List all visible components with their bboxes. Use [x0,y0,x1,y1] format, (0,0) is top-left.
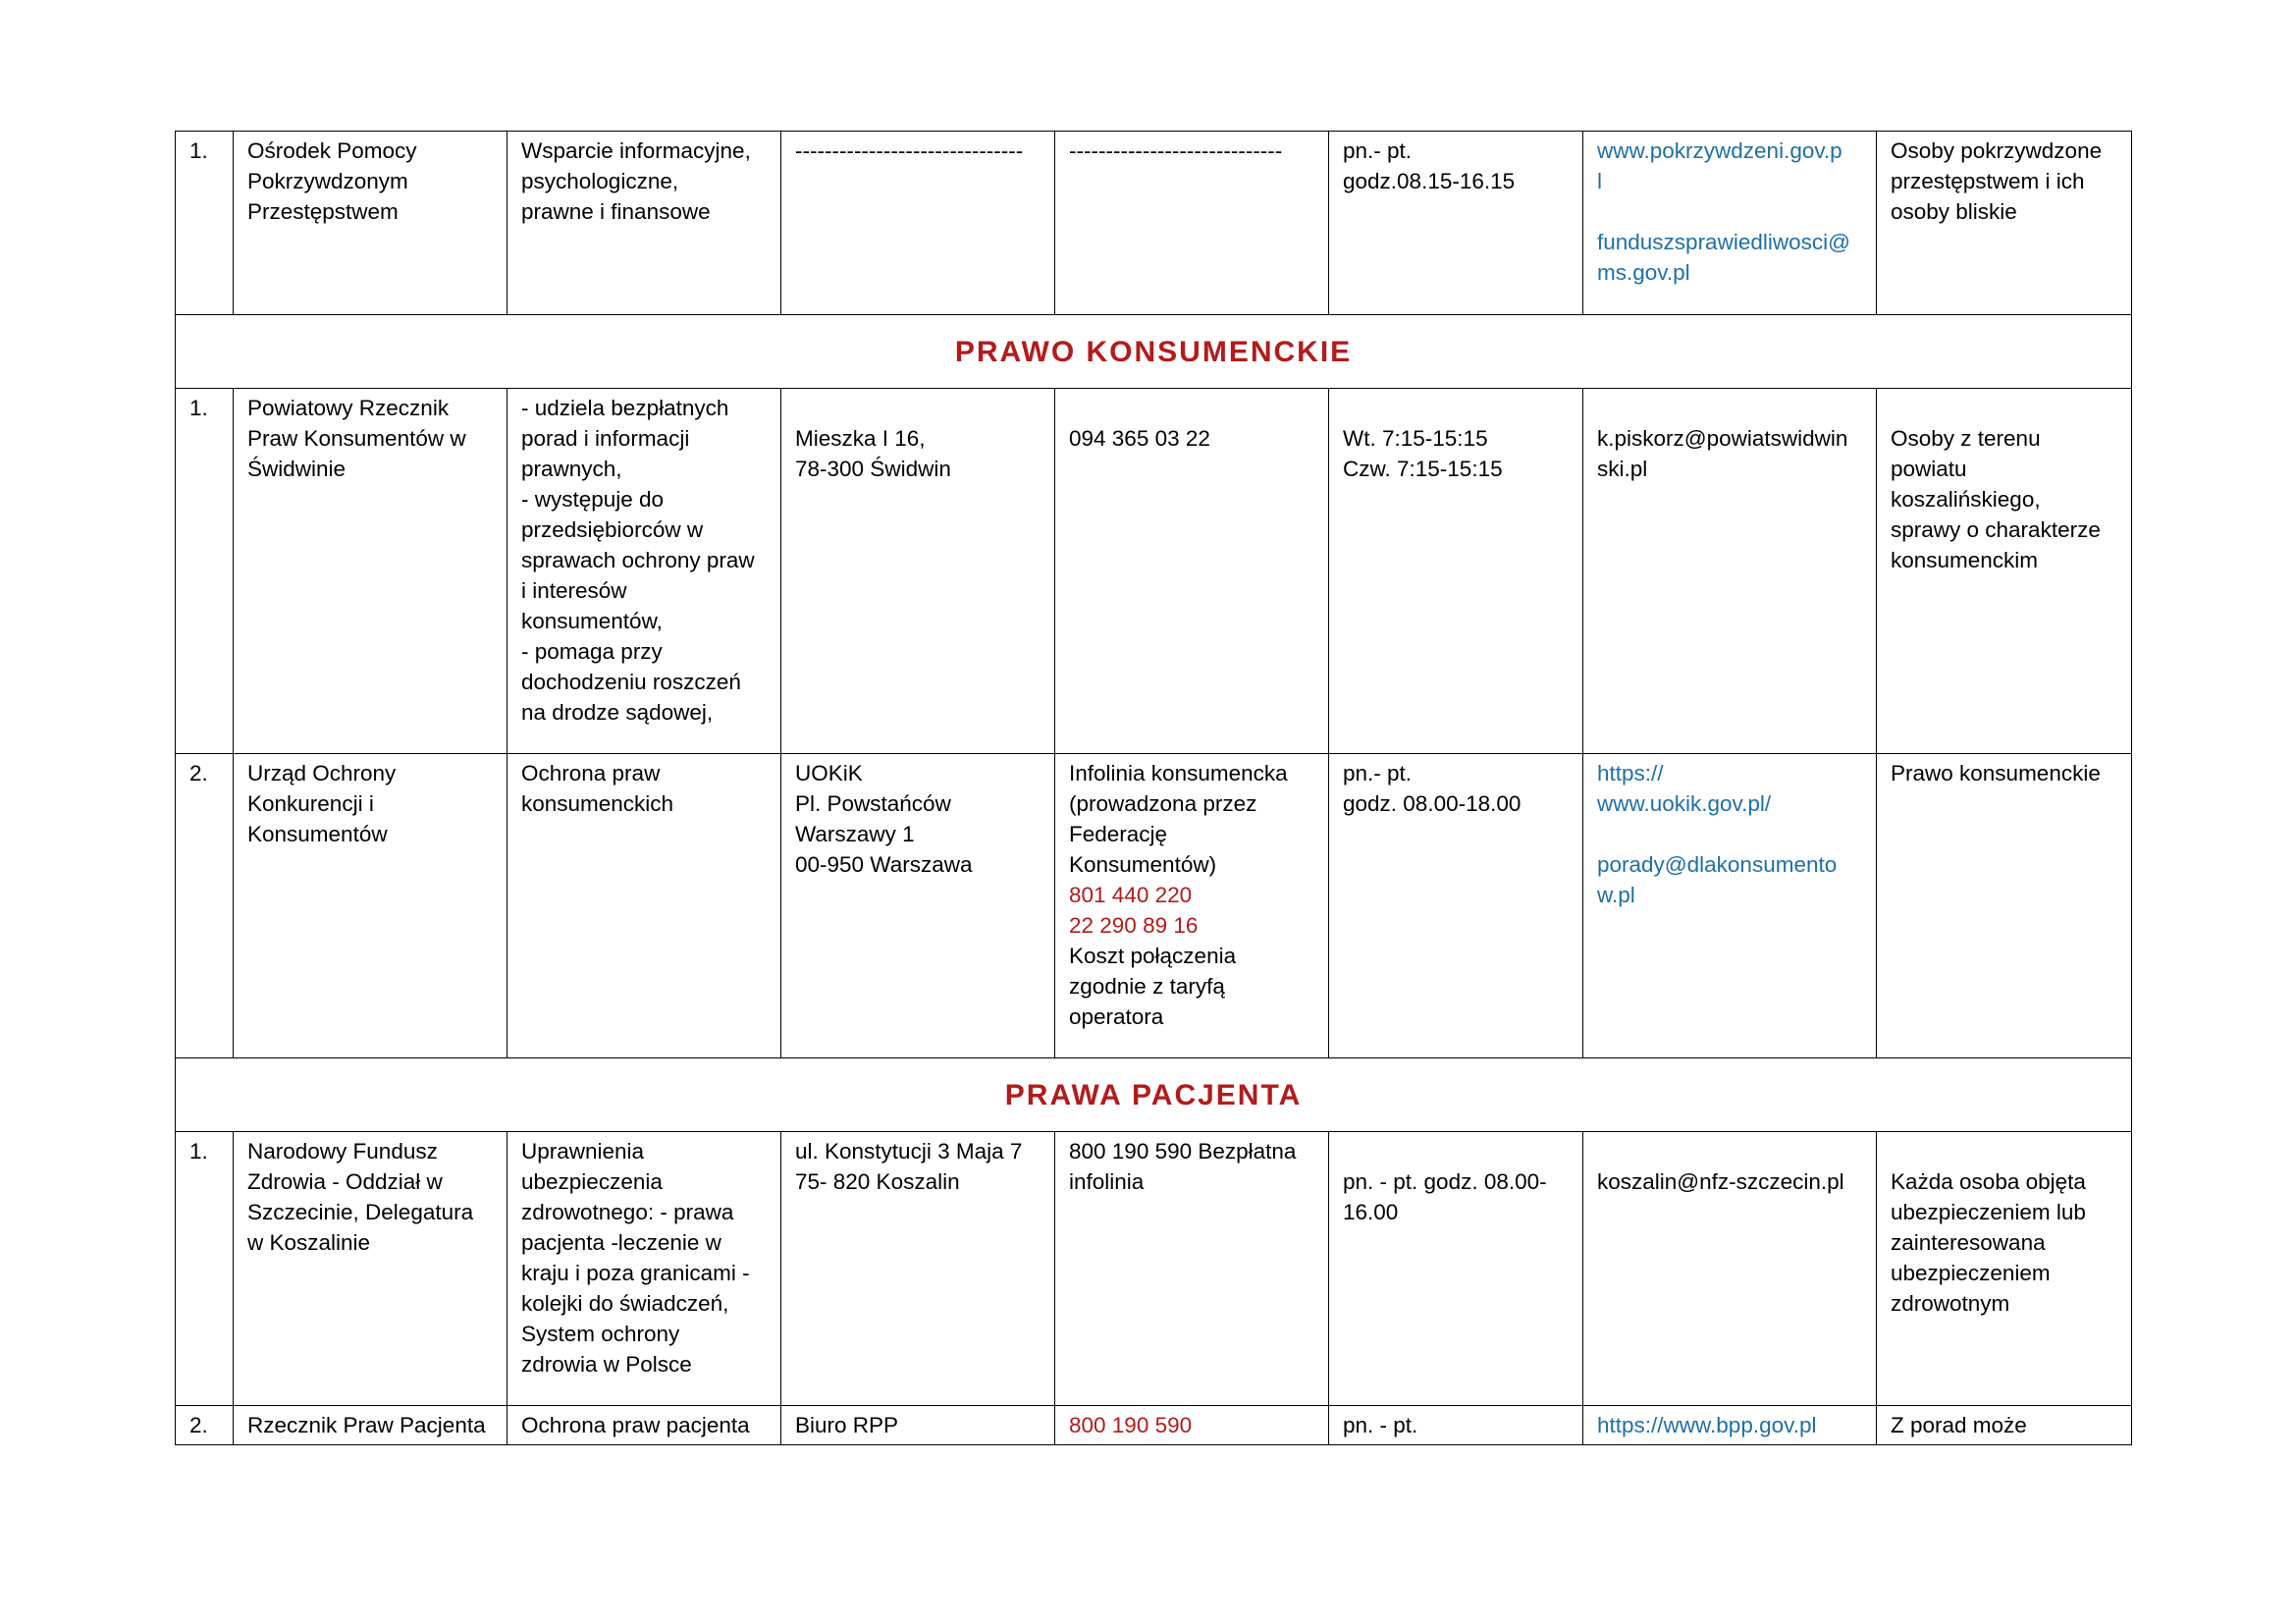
opening-hours: pn.- pt. godz. 08.00-18.00 [1329,754,1583,1058]
phone-number-highlight[interactable]: 800 190 590 [1069,1413,1193,1437]
email-link[interactable]: porady@dlakonsumento [1597,852,1838,877]
website-link[interactable]: https://www.bpp.gov.pl [1597,1413,1817,1437]
address: ------------------------------- [781,132,1055,315]
institution-name: Ośrodek Pomocy Pokrzywdzonym Przestępstwem [234,132,507,315]
phone [1055,389,1329,754]
phone-number-highlight[interactable]: 22 290 89 16 [1069,913,1199,938]
row-number: 2. [176,1406,234,1445]
target-group: Prawo konsumenckie [1877,754,2132,1058]
contact-links [1583,1132,1877,1406]
scope-of-help: Ochrona praw konsumenckich [507,754,781,1058]
phone: 800 190 590 Bezpłatna infolinia [1055,1132,1329,1406]
target-group: Z porad może [1877,1406,2132,1445]
website-link-continued[interactable]: www.uokik.gov.pl/ [1597,791,1772,816]
spacer [1597,819,1862,849]
institutions-table [175,131,2132,1445]
email-block [1597,393,1862,484]
row-number: 2. [176,754,234,1058]
hours-block: pn. - pt. godz. 08.00- 16.00 [1343,1169,1547,1224]
opening-hours: pn. - pt. [1329,1406,1583,1445]
email-address[interactable]: koszalin@nfz-szczecin.pl [1597,1169,1844,1194]
scope-of-help: Ochrona praw pacjenta [507,1406,781,1445]
row-number: 1. [176,1132,234,1406]
section-heading-patient-rights: PRAWA PACJENTA [176,1058,2132,1132]
phone: ----------------------------- [1055,132,1329,315]
email-block [1597,1136,1862,1197]
table-row [176,1132,2132,1406]
website-link-continued[interactable]: l [1597,169,1602,193]
target-block: Osoby z terenu powiatu koszalińskiego, sprawy o charakterze konsumenckim [1891,426,2101,572]
contact-links [1583,389,1877,754]
website-link[interactable]: www.pokrzywdzeni.gov.p [1597,138,1842,163]
contact-links [1583,1406,1877,1445]
contact-links [1583,132,1877,315]
institution-name: Urząd Ochrony Konkurencji i Konsumentów [234,754,507,1058]
opening-hours [1329,389,1583,754]
table-row [176,1406,2132,1445]
phone: Infolinia konsumencka (prowadzona przez Federację Konsumentów) 801 440 220 22 290 89 16 Koszt połączenia zgodnie z taryfą operatora [1055,754,1329,1058]
row-number: 1. [176,389,234,754]
target-group: Osoby pokrzywdzone przestępstwem i ich osoby bliskie [1877,132,2132,315]
phone-number-highlight[interactable]: 801 440 220 [1069,883,1193,907]
institution-name: Narodowy Fundusz Zdrowia - Oddział w Szczecinie, Delegatura w Koszalinie [234,1132,507,1406]
address [781,389,1055,754]
hours-block: Wt. 7:15-15:15 Czw. 7:15-15:15 [1343,426,1503,481]
table-row [176,754,2132,1058]
contact-links [1583,754,1877,1058]
table-row [176,389,2132,754]
target-group [1877,389,2132,754]
phone-block: 094 365 03 22 [1069,426,1210,451]
address: UOKiK Pl. Powstańców Warszawy 1 00-950 Warszawa [781,754,1055,1058]
scope-of-help: Uprawnienia ubezpieczenia zdrowotnego: - prawa pacjenta -leczenie w kraju i poza granicami - kolejki do świadczeń, System ochrony zdrowia w Polsce [507,1132,781,1406]
opening-hours [1329,1132,1583,1406]
section-heading-consumer-law: PRAWO KONSUMENCKIE [176,315,2132,389]
section-row [176,315,2132,389]
scope-of-help: - udziela bezpłatnych porad i informacji prawnych, - występuje do przedsiębiorców w sprawach ochrony praw i interesów konsumentów, - pomaga przy dochodzeniu roszczeń na drodze sądowej, [507,389,781,754]
email-link-continued[interactable]: w.pl [1597,883,1635,907]
address: ul. Konstytucji 3 Maja 7 75- 820 Koszalin [781,1132,1055,1406]
website-link[interactable]: https:// [1597,761,1664,785]
institution-name: Rzecznik Praw Pacjenta [234,1406,507,1445]
address-block: Mieszka I 16, 78-300 Świdwin [795,426,951,481]
email-link-continued[interactable]: ms.gov.pl [1597,260,1690,285]
section-row [176,1058,2132,1132]
row-number: 1. [176,132,234,315]
address: Biuro RPP [781,1406,1055,1445]
opening-hours: pn.- pt. godz.08.15-16.15 [1329,132,1583,315]
table-row [176,132,2132,315]
email-address-continued[interactable]: ski.pl [1597,457,1648,481]
email-link[interactable]: funduszsprawiedliwosci@ [1597,230,1850,254]
target-group [1877,1132,2132,1406]
scope-of-help: Wsparcie informacyjne, psychologiczne, prawne i finansowe [507,132,781,315]
target-block: Każda osoba objęta ubezpieczeniem lub zainteresowana ubezpieczeniem zdrowotnym [1891,1169,2086,1316]
phone [1055,1406,1329,1445]
institution-name: Powiatowy Rzecznik Praw Konsumentów w Świdwinie [234,389,507,754]
email-address[interactable]: k.piskorz@powiatswidwin [1597,426,1848,451]
spacer [1597,196,1862,227]
